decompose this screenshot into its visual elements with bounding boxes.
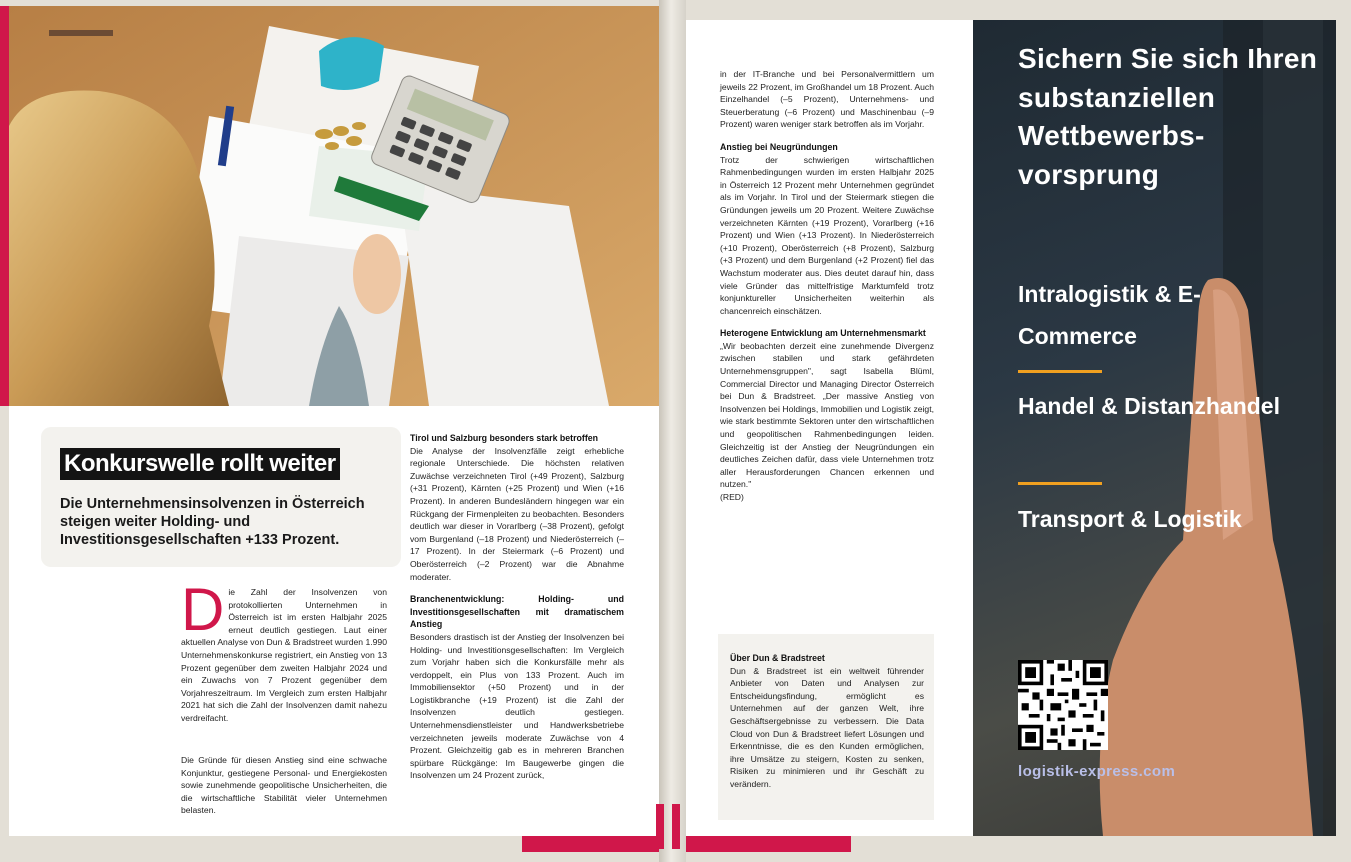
about-text: Dun & Bradstreet ist ein weltweit führender Anbieter von Daten und Analysen zur Entscheidungsfindung, ermöglicht es Unternehmen auf der ganzen Welt, ihre Geschäftsergebnisse zu verbessern. Die Data Cloud von Dun & Bradstreet liefert Lösungen und Erkenntnisse, die es den Kunden ermöglichen, ihre Umsätze zu steigern, Kosten zu senken, Risiken zu minimieren und ihr Geschäft zu verändern. xyxy=(730,665,924,789)
reasons-paragraph: Die Gründe für diesen Anstieg sind eine schwache Konjunktur, gestiegene Personal- und Energiekosten sowie zunehmende geopolitische Unsicherheiten, die die wirtschaftliche Stabilität vieler Unternehmen belasten. xyxy=(181,755,387,816)
photo-marker xyxy=(49,30,113,36)
title-box xyxy=(41,427,401,567)
drop-cap: D xyxy=(181,576,225,643)
ad-headline: Sichern Sie sich Ihren substanziellen Wettbewerbs-vorsprung xyxy=(1018,43,1318,190)
advertisement xyxy=(973,20,1336,836)
article-photo xyxy=(9,6,659,406)
article-credit: (RED) xyxy=(720,492,744,502)
left-page xyxy=(9,6,659,836)
intro-paragraph: ie Zahl der Insolvenzen von protokollierten Unternehmen in Österreich ist im ersten Halbjahr 2025 erneut deutlich gestiegen. Laut einer aktuellen Analyse von Dun & Bradstreet wurden 1.990 Unternehmenskonkurse registriert, ein Anstieg von 13 Prozent gegenüber dem zweiten Halbjahr 2024 und ein Zuwachs von 7 Prozent gegenüber dem Vorjahreszeitraum. Im Vergleich zum ersten Halbjahr 2021 hat sich die Zahl der Insolvenzen damit nahezu verdreifacht. xyxy=(181,587,387,723)
article-column-1-continued xyxy=(181,754,387,827)
ad-item-handel: Handel & Distanzhandel xyxy=(1018,393,1280,419)
industries-paragraph-continued: in der IT-Branche und bei Personalvermittlern um jeweils 22 Prozent, im Großhandel um 18 Prozent. Auch Einzelhandel (–5 Prozent), Unternehmens- und Steuerberatung (–6 Prozent) und Maschinenbau (–9 Prozent) waren weniger stark betroffen als im Vorjahr. xyxy=(720,69,934,130)
about-title: Über Dun & Bradstreet xyxy=(730,653,825,663)
left-accent-edge xyxy=(0,6,9,406)
footer-pink-bar-left xyxy=(522,836,659,852)
section-heading-industries: Branchenentwicklung: Holding- und Investitionsgesellschaften mit dramatischem Anstieg xyxy=(410,594,624,630)
section-heading-startups: Anstieg bei Neugründungen xyxy=(720,141,838,152)
spine-pink-mark-left xyxy=(656,804,664,849)
spine-pink-mark-right xyxy=(672,804,680,849)
regions-paragraph: Die Analyse der Insolvenzfälle zeigt erhebliche regionale Unterschiede. Die höchsten relativen Zuwächse verzeichneten Tirol (+49 Prozent), Salzburg (+31 Prozent), Kärnten (+25 Prozent) und Wien (+16 Prozent). In anderen Bundesländern hingegen war ein Rückgang der Firmenpleiten zu beobachten. Besonders deutlich war dieser in Vorarlberg (–38 Prozent), gefolgt vom Burgenland (–18 Prozent) und Niederösterreich (–17 Prozent). In der Steiermark (–6 Prozent) und Oberösterreich (–2 Prozent) war die Abnahme moderater. xyxy=(410,445,624,582)
startups-paragraph: Trotz der schwierigen wirtschaftlichen Rahmenbedingungen wurden im ersten Halbjahr 2025 in Österreich 12 Prozent mehr Unternehmen gegründet als im Vorjahr. In Tirol und der Steiermark stiegen die Gründungen jeweils um 20 Prozent. Weitere Zuwächse verzeichneten Kärnten (+19 Prozent), Vorarlberg (+16 Prozent) und Wien (+13 Prozent). In Niederösterreich (+10 Prozent), Oberösterreich (+8 Prozent), Salzburg (+3 Prozent) und dem Burgenland (+2 Prozent) fiel das Wachstum moderater aus. Dies deutet darauf hin, dass viele Gründer das mittelfristige Marktumfeld trotz konjunktureller Unsicherheiten weiterhin als chancenreich einschätzen. xyxy=(720,154,934,316)
ad-divider-1 xyxy=(1018,370,1102,373)
article-subheadline: Die Unternehmensinsolvenzen in Österreich steigen weiter Holding- und Investitionsgesellschaften +133 Prozent. xyxy=(60,496,365,548)
ad-item-transport: Transport & Logistik xyxy=(1018,506,1242,532)
magazine-spine xyxy=(659,0,686,862)
right-page xyxy=(686,20,1336,836)
article-column-3 xyxy=(720,68,934,514)
footer-pink-bar-right xyxy=(686,836,851,852)
ad-item-intralogistik: Intralogistik & E-Commerce xyxy=(1018,281,1201,349)
article-column-1 xyxy=(181,576,387,739)
ad-url-link[interactable]: logistik-express.com xyxy=(1018,763,1176,780)
qr-code-icon[interactable] xyxy=(1018,660,1108,750)
quote-paragraph: „Wir beobachten derzeit eine zunehmende Divergenz zwischen stabilen und stark gefährdeten Unternehmensgruppen", sagt Isabella Blüml, Commercial Director und Managing Director Österreich bei Dun & Bradstreet. „Der massive Anstieg von Insolvenzen bei Holdings, Immobilien und Logistik zeigt, wie stark bestimmte Sektoren unter den wirtschaftlichen und geopolitischen Rahmenbedingungen leiden. Gleichzeitig ist der Anstieg der Neugründungen ein deutliches Zeichen dafür, dass viele Unternehmen trotz aller Herausforderungen Chancen erkennen und nutzen." xyxy=(720,340,934,490)
section-heading-market: Heterogene Entwicklung am Unternehmensmarkt xyxy=(720,328,926,339)
ad-divider-2 xyxy=(1018,482,1102,485)
article-column-2 xyxy=(410,432,624,792)
section-heading-regions: Tirol und Salzburg besonders stark betroffen xyxy=(410,433,599,443)
industries-paragraph: Besonders drastisch ist der Anstieg der Insolvenzen bei Holding- und Investitionsgesellschaften: Im Vergleich zum Vorjahr haben sich die Konkursfälle mehr als verdoppelt, ein Plus von 133 Prozent. Auch im Immobiliensektor (+50 Prozent) und in der Logistikbranche (+19 Prozent) ist die Zahl der Insolvenzen deutlich gestiegen. Unternehmensdienstleister und Handwerksbetriebe verzeichneten jeweils moderate Zuwächse von 4 Prozent. Gleichzeitig gab es in mehreren Branchen spürbare Rückgänge: Im Baugewerbe gingen die Insolvenzen um 24 Prozent zurück, xyxy=(410,631,624,781)
about-box xyxy=(718,634,934,820)
article-headline: Konkurswelle rollt weiter xyxy=(60,448,340,480)
